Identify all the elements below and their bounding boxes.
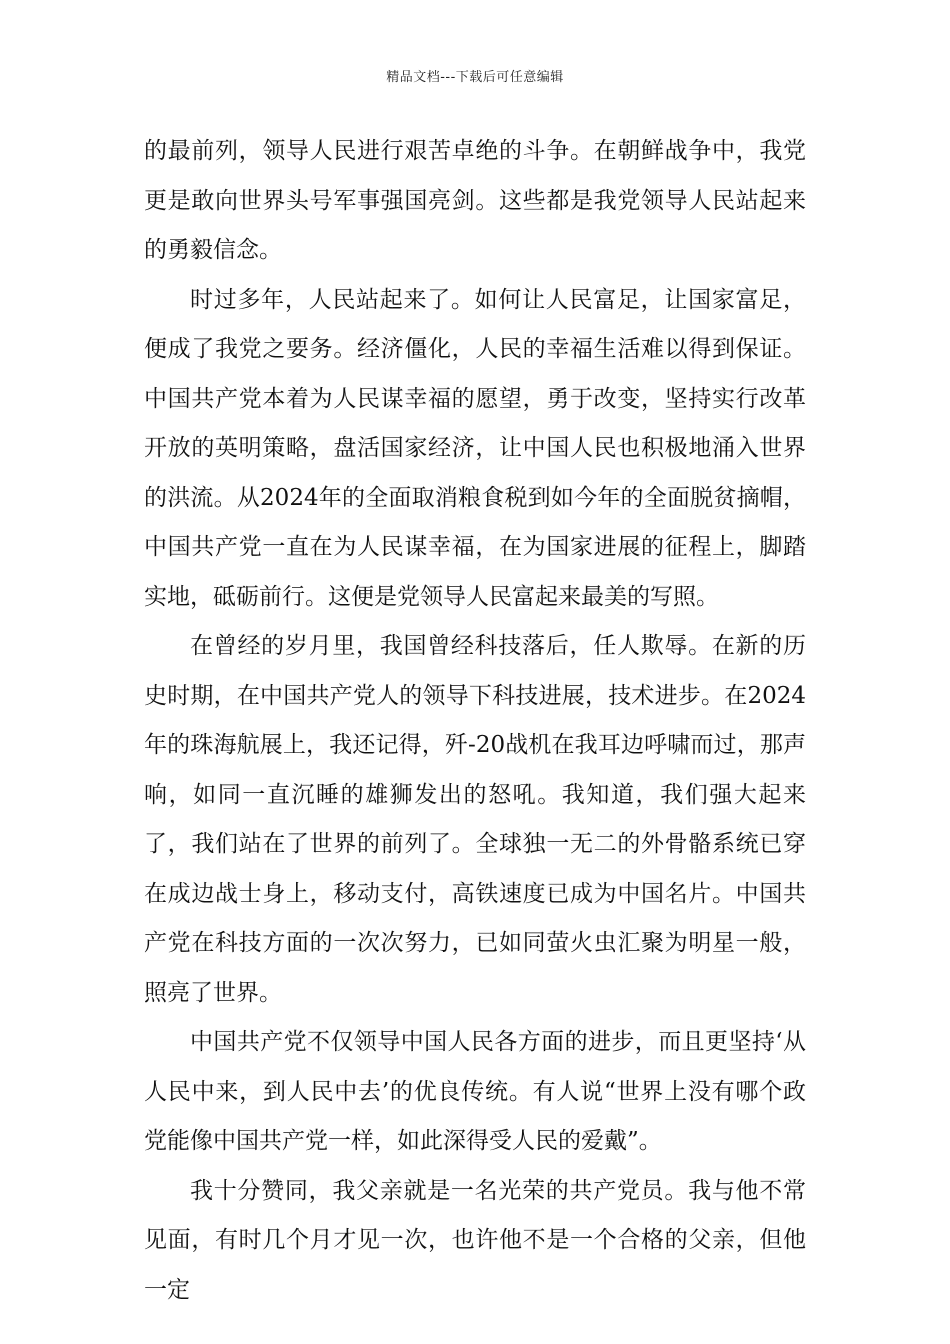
paragraph-1: 的最前列，领导人民进行艰苦卓绝的斗争。在朝鲜战争中，我党更是敢向世界头号军事强国亮剑。这些都是我党领导人民站起来的勇毅信念。	[144, 138, 806, 263]
paragraph-4: 中国共产党不仅领导中国人民各方面的进步，而且更坚持‘从人民中来，到人民中去’的优良传统。有人说“世界上没有哪个政党能像中国共产党一样，如此深得受人民的爱戴”。	[144, 1029, 806, 1154]
paragraph-3: 在曾经的岁月里，我国曾经科技落后，任人欺辱。在新的历史时期，在中国共产党人的领导下科技进展，技术进步。在2024年的珠海航展上，我还记得，歼-20战机在我耳边呼啸而过，那声响，如同一直沉睡的雄狮发出的怒吼。我知道，我们强大起来了，我们站在了世界的前列了。全球独一无二的外骨骼系统已穿在成边战士身上，移动支付，高铁速度已成为中国名片。中国共产党在科技方面的一次次努力，已如同萤火虫汇聚为明星一般，照亮了世界。	[144, 633, 806, 1006]
paragraph-2: 时过多年，人民站起来了。如何让人民富足，让国家富足，便成了我党之要务。经济僵化，人民的幸福生活难以得到保证。中国共产党本着为人民谋幸福的愿望，勇于改变，坚持实行改革开放的英明策略，盘活国家经济，让中国人民也积极地涌入世界的洪流。从2024年的全面取消粮食税到如今年的全面脱贫摘帽，中国共产党一直在为人民谋幸福，在为国家进展的征程上，脚踏实地，砥砺前行。这便是党领导人民富起来最美的写照。	[144, 286, 806, 610]
body-text	[144, 127, 806, 1315]
paragraph-5: 我十分赞同，我父亲就是一名光荣的共产党员。我与他不常见面，有时几个月才见一次，也许他不是一个合格的父亲，但他一定	[144, 1177, 806, 1303]
page-header: 精品文档---下载后可任意编辑	[386, 70, 564, 85]
